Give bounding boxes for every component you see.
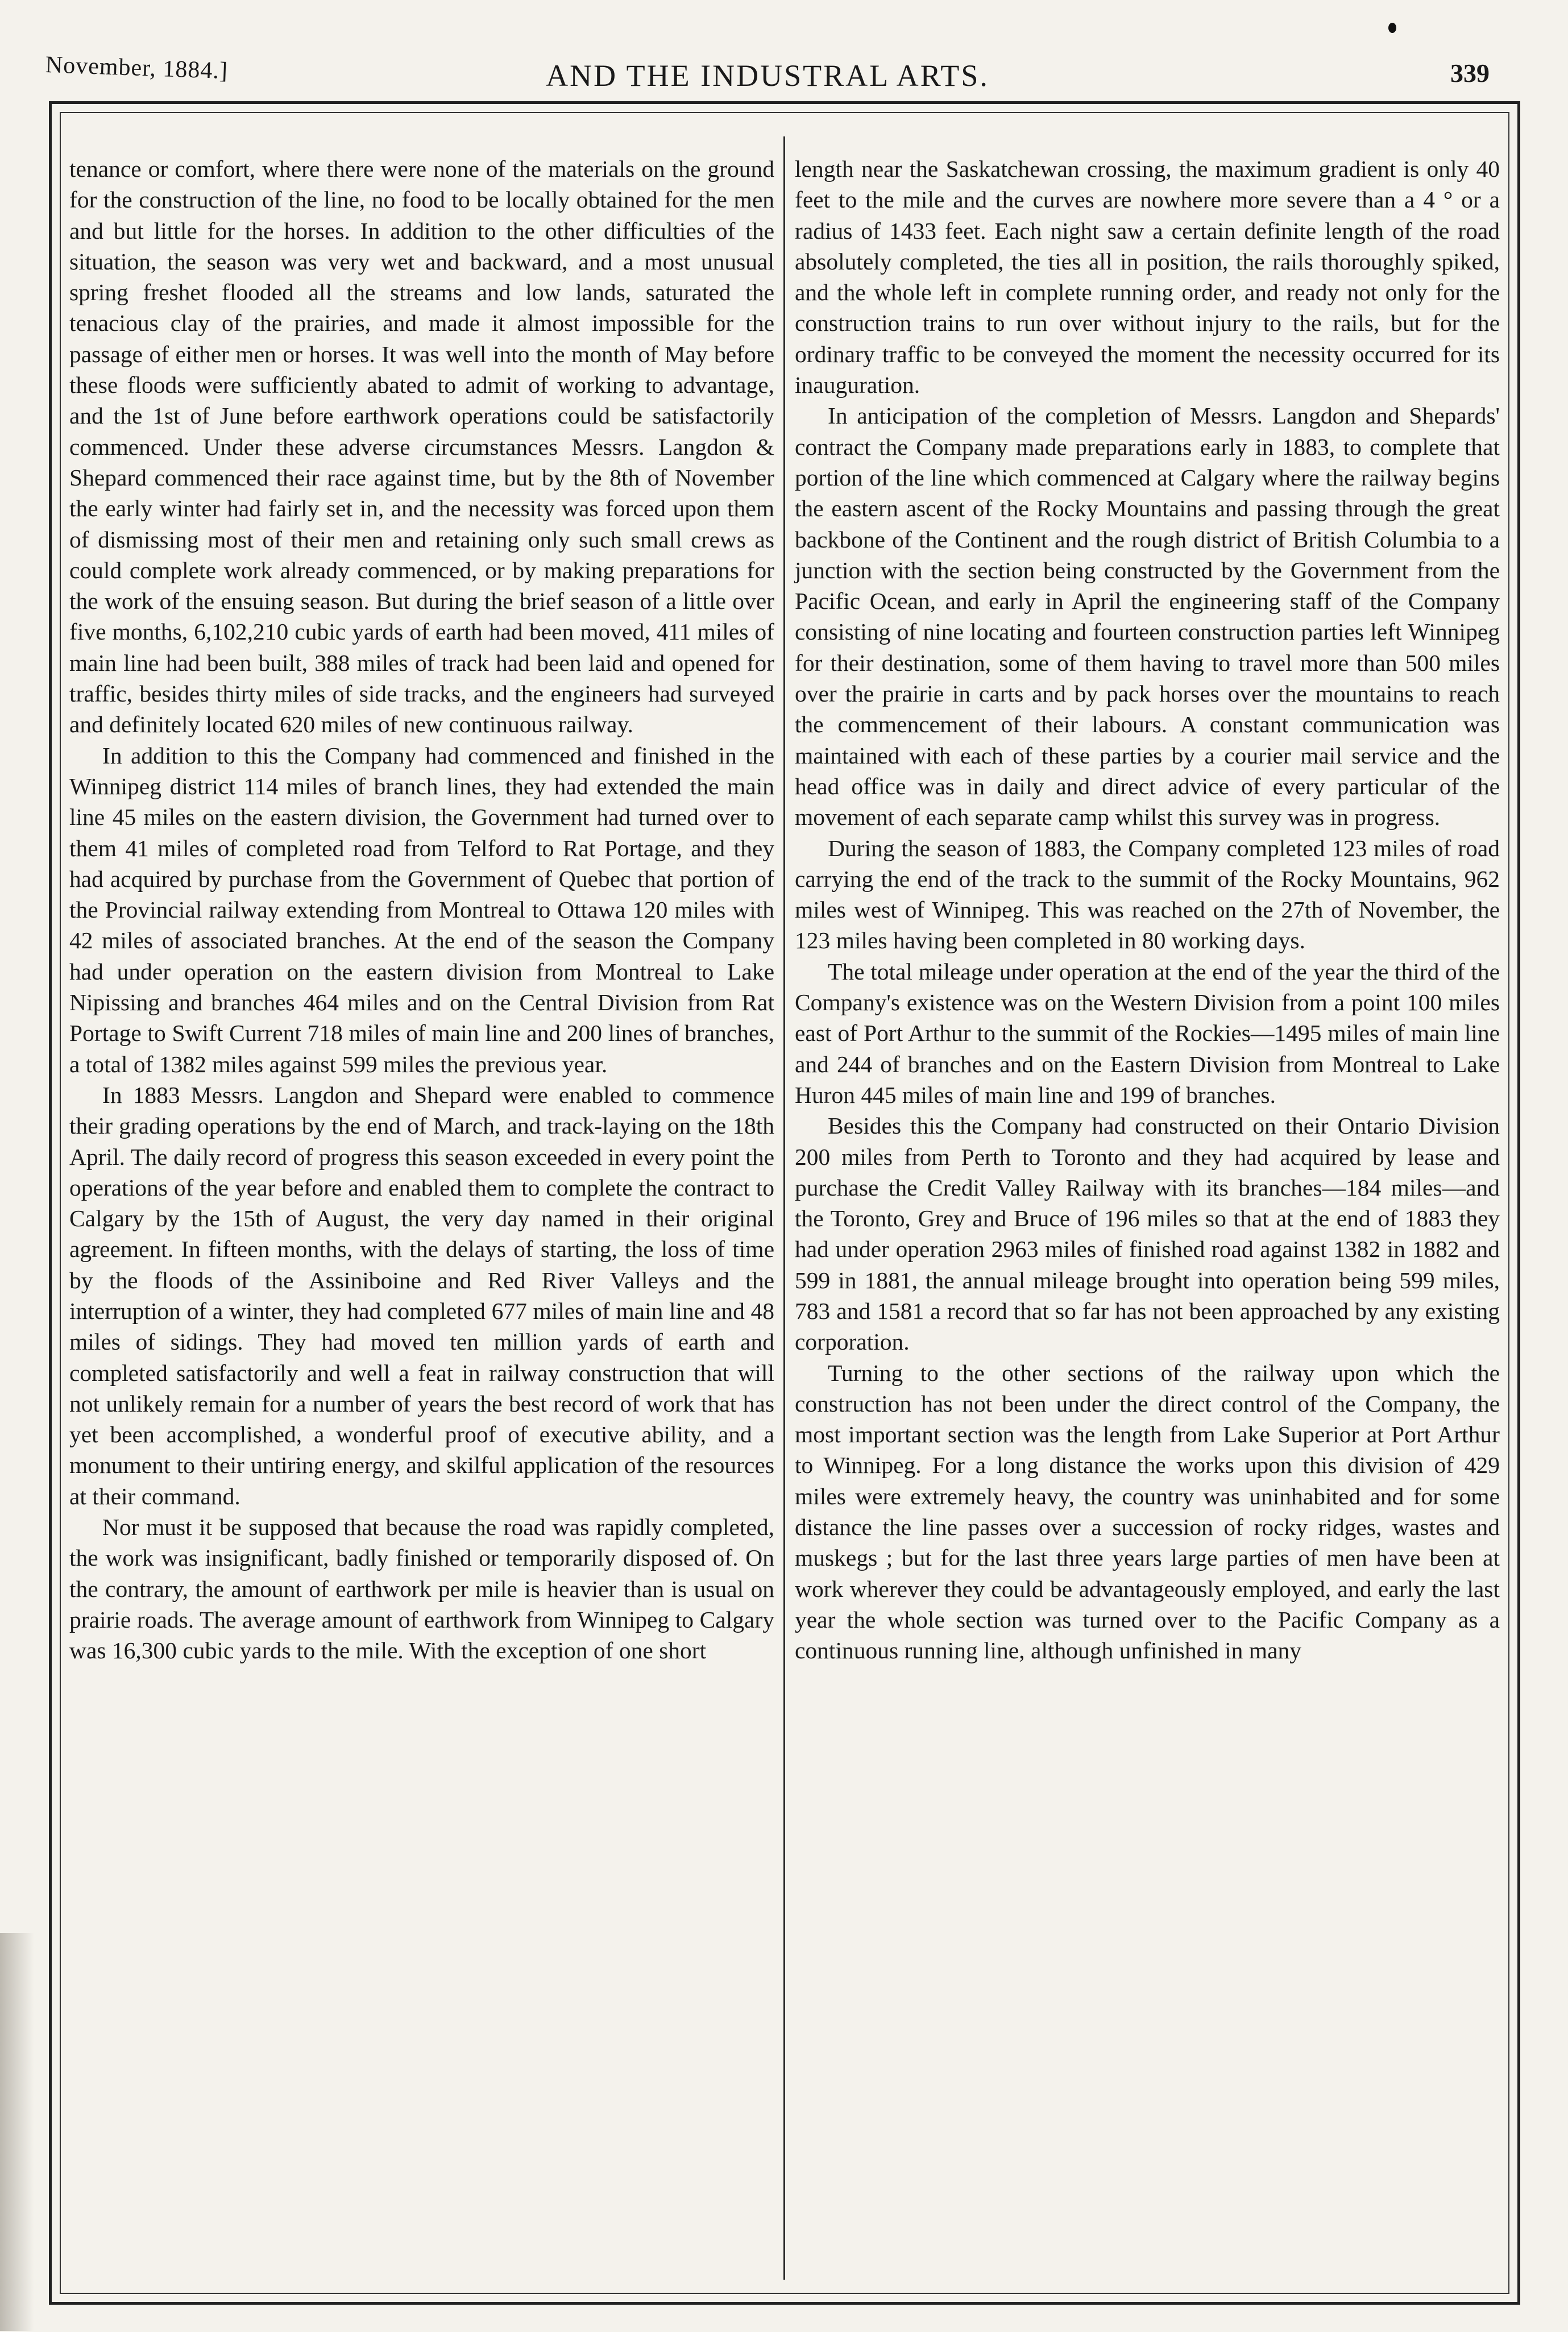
right-column bbox=[795, 153, 1500, 1666]
paragraph: The total mileage under operation at the end of the year the third of the Company's existence was on the Western Division from a point 100 miles east of Port Arthur to the summit of the Rockies—1495 miles of main line and 244 of branches and on the Eastern Division from Montreal to Lake Huron 445 miles of main line and 199 of branches. bbox=[795, 958, 1500, 1108]
page-edge-shadow bbox=[0, 1933, 34, 2331]
paragraph: Besides this the Company had constructed on their Ontario Division 200 miles from Perth to Toronto and they had acquired by lease and purchase the Credit Valley Railway with its branches—184 miles—and the Toronto, Grey and Bruce of 196 miles so that at the end of 1883 they had under operation 2963 miles of finished road against 1382 in 1882 and 599 in 1881, the annual mileage brought into operation being 599 miles, 783 and 1581 a record that so far has not been approached by any existing corporation. bbox=[795, 1113, 1500, 1355]
left-column bbox=[69, 153, 774, 1666]
paragraph: Nor must it be supposed that because the road was rapidly completed, the work was insignificant, badly finished or temporarily disposed of. On the contrary, the amount of earthwork per mile is heavier than is usual on prairie roads. The average amount of earthwork from Winnipeg to Calgary was 16,300 cubic yards to the mile. With the exception of one short bbox=[69, 1514, 774, 1664]
paragraph: tenance or comfort, where there were none of the materials on the ground for the construction of the line, no food to be locally obtained for the men and but little for the horses. In addition to the other difficulties of the situation, the season was very wet and backward, and a most unusual spring freshet flooded all the streams and low lands, saturated the tenacious clay of the prairies, and made it almost impossible for the passage of either men or horses. It was well into the month of May before these floods were sufficiently abated to admit of working to advantage, and the 1st of June before earthwork operations could be satisfactorily commenced. Under these adverse circumstances Messrs. Langdon & Shepard commenced their race against time, but by the 8th of November the early winter had fairly set in, and the necessity was forced upon them of dismissing most of their men and retaining only such small crews as could complete work already commenced, or by making preparations for the work of the ensuing season. But during the brief season of a little over five months, 6,102,210 cubic yards of earth had been moved, 411 miles of main line had been built, 388 miles of track had been laid and opened for traffic, besides thirty miles of side tracks, and the engineers had surveyed and definitely located 620 miles of new continuous railway. bbox=[69, 156, 774, 738]
header-date: November, 1884.] bbox=[45, 52, 229, 85]
paragraph: In anticipation of the completion of Messrs. Langdon and Shepards' contract the Company made preparations early in 1883, to complete that portion of the line which commenced at Calgary where the railway begins the eastern ascent of the Rocky Mountains and passing through the great backbone of the Continent and the rough district of British Columbia to a junction with the section being constructed by the Government from the Pacific Ocean, and early in April the engineering staff of the Company consisting of nine locating and fourteen construction parties left Winnipeg for their destination, some of them having to travel more than 500 miles over the prairie in carts and by pack horses over the mountains to reach the commencement of their labours. A constant communication was maintained with each of these parties by a courier mail service and the head office was in daily and direct advice of every particular of the movement of each separate camp whilst this survey was in progress. bbox=[795, 403, 1500, 831]
paragraph: In addition to this the Company had commenced and finished in the Winnipeg district 114 miles of branch lines, they had extended the main line 45 miles on the eastern division, the Government had turned over to them 41 miles of completed road from Telford to Rat Portage, and they had acquired by purchase from the Government of Quebec that portion of the Provincial railway extending from Montreal to Ottawa 120 miles with 42 miles of associated branches. At the end of the season the Company had under operation on the eastern division from Montreal to Lake Nipissing and branches 464 miles and on the Central Division from Rat Portage to Swift Current 718 miles of main line and 200 lines of branches, a total of 1382 miles against 599 miles the previous year. bbox=[69, 742, 774, 1077]
column-divider bbox=[783, 136, 785, 2280]
paragraph: In 1883 Messrs. Langdon and Shepard were enabled to commence their grading operations by the end of March, and track-laying on the 18th April. The daily record of progress this season exceeded in every point the operations of the year before and enabled them to complete the contract to Calgary by the 15th of August, the very day named in their original agreement. In fifteen months, with the delays of starting, the loss of time by the floods of the Assiniboine and Red River Valleys and the interruption of a winter, they had completed 677 miles of main line and 48 miles of sidings. They had moved ten million yards of earth and completed satisfactorily and well a feat in railway construction that will not unlikely remain for a number of years the best record of work that has yet been accomplished, a wonderful proof of executive ability, and a monument to their untiring energy, and skilful application of the resources at their command. bbox=[69, 1081, 774, 1509]
ink-speck bbox=[1388, 23, 1396, 33]
paragraph: Turning to the other sections of the railway upon which the construction has not been under the direct control of the Company, the most important section was the length from Lake Superior at Port Arthur to Winnipeg. For a long distance the works upon this division of 429 miles were extremely heavy, the country was uninhabited and for some distance the line passes over a succession of rocky ridges, wastes and muskegs ; but for the last three years large parties of men have been at work wherever they could be advantageously employed, and early the last year the whole section was turned over to the Pacific Company as a continuous running line, although unfinished in many bbox=[795, 1359, 1500, 1664]
page-number: 339 bbox=[1450, 59, 1490, 88]
paragraph: During the season of 1883, the Company completed 123 miles of road carrying the end of the track to the summit of the Rocky Mountains, 962 miles west of Winnipeg. This was reached on the 27th of November, the 123 miles having been completed in 80 working days. bbox=[795, 835, 1500, 954]
running-header bbox=[34, 51, 1501, 97]
paragraph: length near the Saskatchewan crossing, the maximum gradient is only 40 feet to the mile and the curves are nowhere more severe than a 4 ° or a radius of 1433 feet. Each night saw a certain definite length of the road absolutely completed, the ties all in position, the rails thoroughly spiked, and the whole left in complete running order, and ready not only for the construction trains to run over without injury to the rails, but for the ordinary traffic to be conveyed the moment the necessity occurred for its inauguration. bbox=[795, 156, 1500, 399]
header-title: AND THE INDUSTRAL ARTS. bbox=[546, 59, 989, 93]
